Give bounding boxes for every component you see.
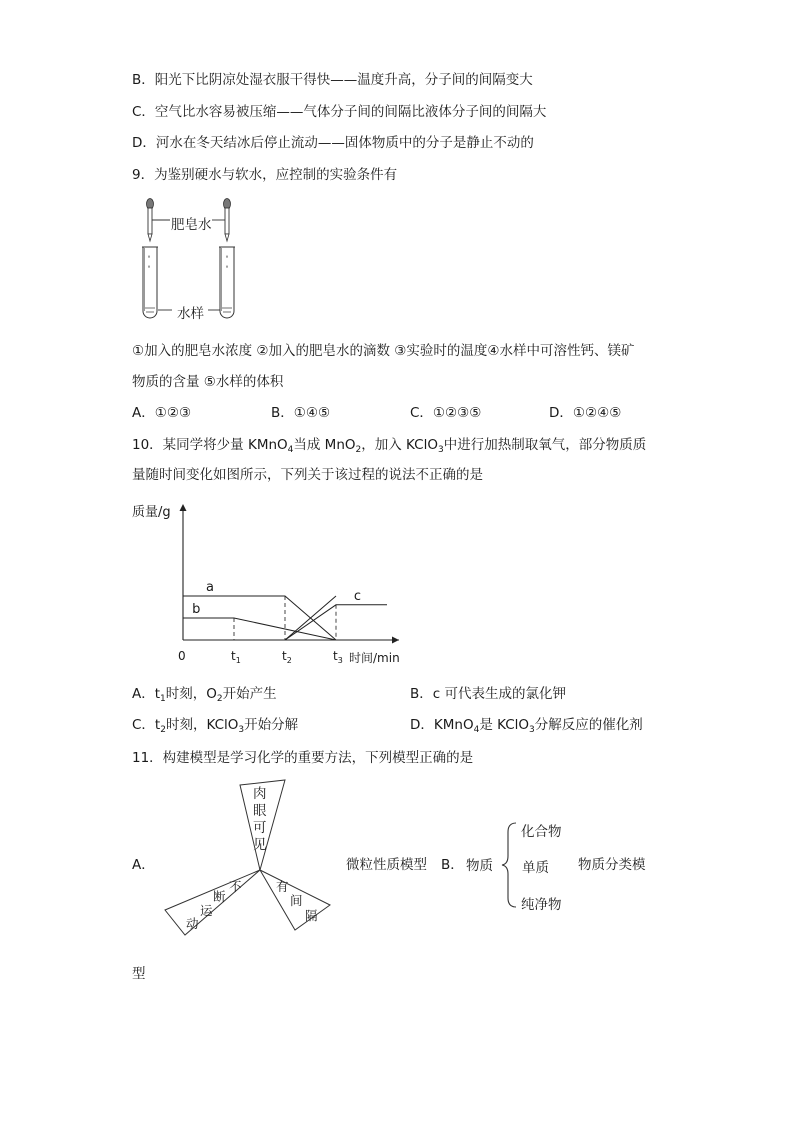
q9-option-d: D．①②④⑤: [549, 405, 622, 421]
x-axis-arrow: [392, 637, 399, 644]
q10-mass-time-chart: [125, 492, 400, 672]
series-label-b: b: [192, 602, 201, 617]
left-test-tube: [142, 247, 158, 318]
q9-conditions-line2: 物质的含量 ⑤水样的体积: [132, 374, 284, 390]
q11-stem: 11．构建模型是学习化学的重要方法，下列模型正确的是: [132, 750, 474, 766]
classification-brace: [500, 820, 520, 910]
classify-root: 物质: [466, 858, 493, 874]
x-tick-label-t3: $t_3$: [333, 649, 343, 665]
y-axis-label: 质量/g: [132, 505, 171, 520]
pinwheel-right-c3: 隔: [305, 908, 318, 923]
model-b-name-part1: 物质分类模: [578, 857, 646, 873]
water-sample-label: 水样: [177, 306, 204, 322]
y-axis-arrow: [180, 504, 187, 511]
q10-option-d: D．KMnO$_4$是 KClO$_3$分解反应的催化剂: [410, 717, 643, 735]
q10-stem-line2: 量随时间变化如图所示，下列关于该过程的说法不正确的是: [132, 467, 483, 483]
x-tick-label-t1: $t_1$: [231, 649, 241, 665]
q11-option-a-label: A．: [132, 857, 155, 873]
q8-option-c: C．空气比水容易被压缩——气体分子间的间隔比液体分子间的间隔大: [132, 104, 547, 120]
q9-conditions-line1: ①加入的肥皂水浓度 ②加入的肥皂水的滴数 ③实验时的温度④水样中可溶性钙、镁矿: [132, 343, 635, 359]
model-b-name-part2: 型: [132, 966, 146, 982]
pinwheel-left-c1: 不: [229, 879, 242, 894]
q9-option-c: C．①②③⑤: [410, 405, 482, 421]
series-label-c: c: [353, 588, 362, 604]
classify-item-element: 单质: [522, 860, 549, 876]
pinwheel-left-c4: 动: [186, 916, 199, 931]
pinwheel-left-c2: 断: [213, 889, 226, 904]
pinwheel-left-c3: 运: [200, 903, 213, 918]
right-test-tube: [219, 247, 235, 318]
q9-stem: 9．为鉴别硬水与软水，应控制的实验条件有: [132, 167, 398, 183]
pinwheel-top-c2: 眼: [253, 803, 267, 819]
pinwheel-top-c4: 见: [253, 837, 267, 853]
origin-label: 0: [178, 649, 186, 663]
pinwheel-top-c3: 可: [253, 820, 267, 836]
q10-option-b: B．c 可代表生成的氯化钾: [410, 686, 566, 702]
q10-option-a: A．$t_1$时刻，$O_2$开始产生: [132, 686, 277, 704]
series-line-b: [183, 618, 336, 640]
pinwheel-right-c2: 间: [290, 893, 303, 908]
classify-item-pure-substance: 纯净物: [521, 897, 562, 913]
pinwheel-right-c1: 有: [276, 879, 289, 894]
q11-option-b-label: B．: [441, 857, 464, 873]
pinwheel-top-c1: 肉: [253, 786, 267, 802]
q8-option-b: B．阳光下比阴凉处湿衣服干得快——温度升高，分子间的间隔变大: [132, 72, 533, 88]
x-tick-label-t2: $t_2$: [282, 649, 292, 665]
q9-option-a: A．①②③: [132, 405, 192, 421]
series-label-a: a: [205, 580, 214, 595]
q10-option-c: C．$t_2$时刻，KClO$_3$开始分解: [132, 717, 299, 735]
q8-option-d: D．河水在冬天结冰后停止流动——固体物质中的分子是静止不动的: [132, 135, 534, 151]
model-a-name: 微粒性质模型: [346, 857, 427, 873]
q9-option-b: B．①④⑤: [271, 405, 331, 421]
x-axis-label: 时间/min: [349, 651, 400, 665]
q10-stem-line1: 10．某同学将少量 KMnO$_4$当成 MnO$_2$，加入 KClO$_3$中进行加热制取氧气，部分物质质: [132, 437, 647, 455]
classify-item-compound: 化合物: [521, 824, 562, 840]
soap-water-label: 肥皂水: [171, 217, 212, 233]
